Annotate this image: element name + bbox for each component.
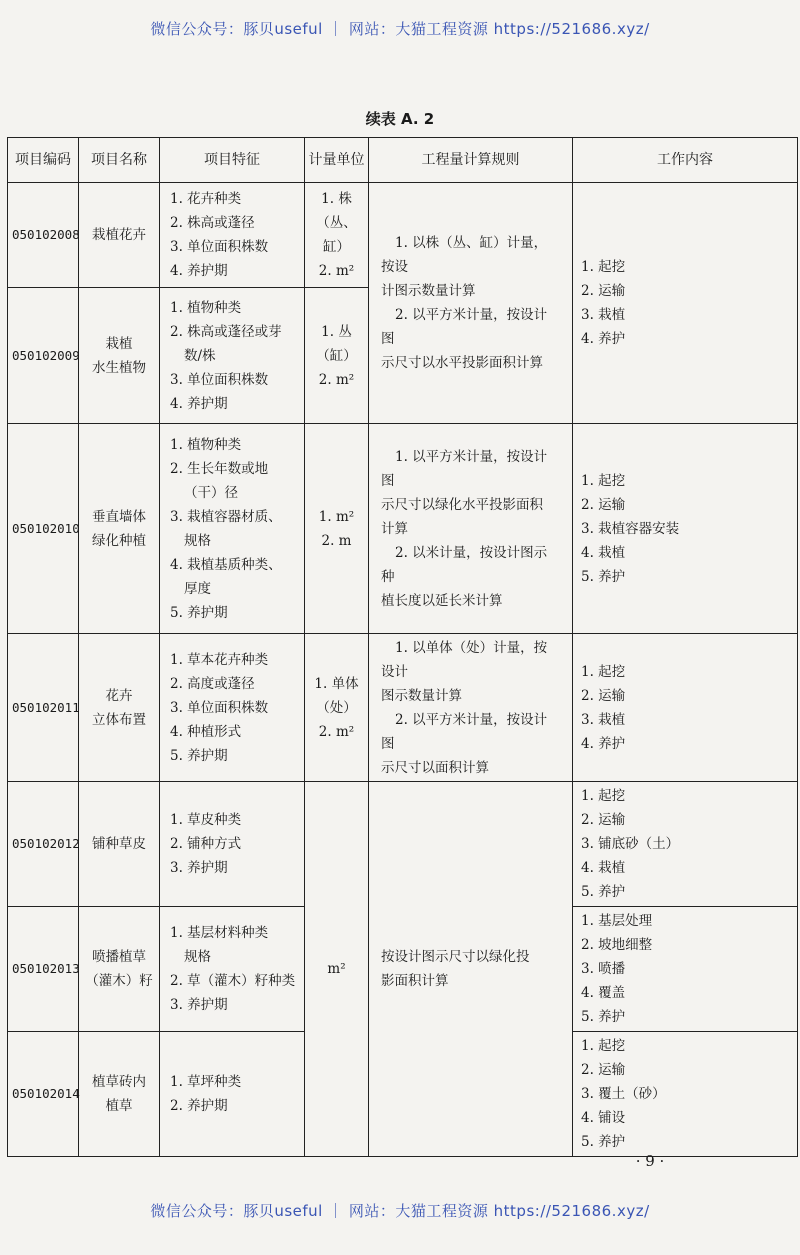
item-name: 垂直墙体 绿化种植 (79, 424, 160, 634)
header-code: 项目编码 (8, 138, 79, 183)
item-unit-merged: m² (305, 782, 369, 1157)
item-code: 050102013 (8, 907, 79, 1032)
item-features: 1. 草本花卉种类 2. 高度或蓬径 3. 单位面积株数 4. 种植形式 5. 养护期 (160, 634, 305, 782)
item-unit: 1. 单体 （处） 2. m² (305, 634, 369, 782)
header-rule: 工程量计算规则 (369, 138, 573, 183)
item-features: 1. 草坪种类 2. 养护期 (160, 1032, 305, 1157)
item-code: 050102014 (8, 1032, 79, 1157)
calc-rule: 1. 以单体（处）计量，按设计 图示数量计算 2. 以平方米计量，按设计图 示尺寸以面积计算 (369, 634, 573, 782)
item-code: 050102010 (8, 424, 79, 634)
item-name: 植草砖内 植草 (79, 1032, 160, 1157)
bill-of-quantities-table (7, 137, 798, 1157)
calc-rule: 按设计图示尺寸以绿化投 影面积计算 (369, 782, 573, 1157)
table-row (8, 424, 798, 634)
item-name: 花卉 立体布置 (79, 634, 160, 782)
header-work: 工作内容 (573, 138, 798, 183)
item-features: 1. 植物种类 2. 株高或蓬径或芽 数/株 3. 单位面积株数 4. 养护期 (160, 288, 305, 424)
page-number: · 9 · (635, 1152, 665, 1170)
header-row (8, 138, 798, 183)
item-unit: 1. 丛 （缸） 2. m² (305, 288, 369, 424)
table-row (8, 634, 798, 782)
calc-rule: 1. 以平方米计量，按设计图 示尺寸以绿化水平投影面积 计算 2. 以米计量，按设计图示种 植长度以延长米计算 (369, 424, 573, 634)
work-content: 1. 起挖 2. 运输 3. 栽植 4. 养护 (573, 183, 798, 424)
header-unit: 计量单位 (305, 138, 369, 183)
item-code: 050102011 (8, 634, 79, 782)
table-row (8, 183, 798, 288)
work-content: 1. 起挖 2. 运输 3. 覆土（砂） 4. 铺设 5. 养护 (573, 1032, 798, 1157)
item-features: 1. 花卉种类 2. 株高或蓬径 3. 单位面积株数 4. 养护期 (160, 183, 305, 288)
watermark-top: 微信公众号：豚贝useful ｜ 网站：大猫工程资源 https://521686.xyz/ (150, 20, 650, 38)
item-name: 喷播植草 （灌木）籽 (79, 907, 160, 1032)
table-caption: 续表 A. 2 (365, 110, 435, 128)
work-content: 1. 起挖 2. 运输 3. 栽植 4. 养护 (573, 634, 798, 782)
watermark-bottom: 微信公众号：豚贝useful ｜ 网站：大猫工程资源 https://521686.xyz/ (150, 1202, 650, 1220)
item-name: 栽植 水生植物 (79, 288, 160, 424)
item-features: 1. 植物种类 2. 生长年数或地 （干）径 3. 栽植容器材质、 规格 4. 栽植基质种类、 厚度 5. 养护期 (160, 424, 305, 634)
calc-rule: 1. 以株（丛、缸）计量，按设 计图示数量计算 2. 以平方米计量，按设计图 示尺寸以水平投影面积计算 (369, 183, 573, 424)
work-content: 1. 起挖 2. 运输 3. 栽植容器安装 4. 栽植 5. 养护 (573, 424, 798, 634)
table-row (8, 782, 798, 907)
item-name: 栽植花卉 (79, 183, 160, 288)
item-code: 050102008 (8, 183, 79, 288)
header-name: 项目名称 (79, 138, 160, 183)
work-content: 1. 起挖 2. 运输 3. 铺底砂（土） 4. 栽植 5. 养护 (573, 782, 798, 907)
item-code: 050102009 (8, 288, 79, 424)
work-content: 1. 基层处理 2. 坡地细整 3. 喷播 4. 覆盖 5. 养护 (573, 907, 798, 1032)
header-features: 项目特征 (160, 138, 305, 183)
item-unit: 1. m² 2. m (305, 424, 369, 634)
item-features: 1. 草皮种类 2. 铺种方式 3. 养护期 (160, 782, 305, 907)
item-code: 050102012 (8, 782, 79, 907)
item-name: 铺种草皮 (79, 782, 160, 907)
item-features: 1. 基层材料种类 规格 2. 草（灌木）籽种类 3. 养护期 (160, 907, 305, 1032)
item-unit: 1. 株 （丛、缸） 2. m² (305, 183, 369, 288)
